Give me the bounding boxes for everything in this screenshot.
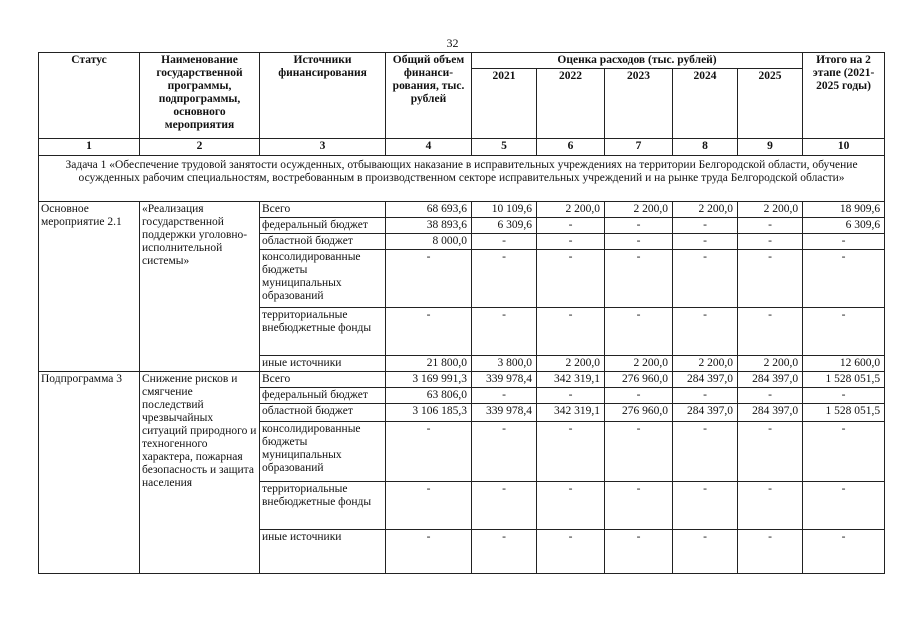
amount-cell: - <box>738 308 803 356</box>
amount-cell: - <box>386 308 472 356</box>
amount-cell: - <box>673 218 738 234</box>
amount-cell: 342 319,1 <box>537 372 605 388</box>
amount-cell: 284 397,0 <box>738 404 803 422</box>
amount-cell: 3 106 185,3 <box>386 404 472 422</box>
amount-cell: - <box>472 422 537 482</box>
amount-cell: - <box>605 530 673 574</box>
amount-cell: 68 693,6 <box>386 202 472 218</box>
amount-cell: - <box>472 530 537 574</box>
amount-cell: - <box>537 482 605 530</box>
amount-cell: 3 169 991,3 <box>386 372 472 388</box>
block-name: «Реализация государственной поддержки уголовно-исполнительной системы» <box>140 202 260 372</box>
amount-cell: - <box>673 308 738 356</box>
amount-cell: - <box>803 530 885 574</box>
amount-cell: 339 978,4 <box>472 372 537 388</box>
amount-cell: - <box>673 482 738 530</box>
amount-cell: - <box>803 422 885 482</box>
funding-source: территориальные внебюджетные фонды <box>260 308 386 356</box>
amount-cell: - <box>386 422 472 482</box>
funding-source: федеральный бюджет <box>260 218 386 234</box>
funding-source: иные источники <box>260 356 386 372</box>
amount-cell: - <box>673 422 738 482</box>
header-total: Общий объем финанси-рования, тыс. рублей <box>386 53 472 139</box>
amount-cell: 339 978,4 <box>472 404 537 422</box>
amount-cell: - <box>605 308 673 356</box>
amount-cell: - <box>738 388 803 404</box>
amount-cell: 2 200,0 <box>537 202 605 218</box>
amount-cell: - <box>537 250 605 308</box>
amount-cell: 1 528 051,5 <box>803 372 885 388</box>
amount-cell: 2 200,0 <box>673 202 738 218</box>
amount-cell: 2 200,0 <box>738 356 803 372</box>
amount-cell: 6 309,6 <box>472 218 537 234</box>
amount-cell: - <box>605 234 673 250</box>
funding-source: консолидированные бюджеты муниципальных образований <box>260 422 386 482</box>
header-year: 2022 <box>537 69 605 139</box>
amount-cell: 63 806,0 <box>386 388 472 404</box>
amount-cell: - <box>673 234 738 250</box>
header-name: Наименование государственной программы, подпрограммы, основного мероприятия <box>140 53 260 139</box>
amount-cell: - <box>673 388 738 404</box>
column-number: 4 <box>386 139 472 156</box>
amount-cell: - <box>537 530 605 574</box>
amount-cell: - <box>738 250 803 308</box>
column-number: 2 <box>140 139 260 156</box>
header-year: 2023 <box>605 69 673 139</box>
amount-cell: 3 800,0 <box>472 356 537 372</box>
amount-cell: 2 200,0 <box>537 356 605 372</box>
funding-source: консолидированные бюджеты муниципальных образований <box>260 250 386 308</box>
funding-source: Всего <box>260 202 386 218</box>
amount-cell: - <box>386 250 472 308</box>
header-year: 2024 <box>673 69 738 139</box>
amount-cell: 8 000,0 <box>386 234 472 250</box>
amount-cell: 21 800,0 <box>386 356 472 372</box>
amount-cell: 284 397,0 <box>673 404 738 422</box>
block-status: Подпрограмма 3 <box>39 372 140 574</box>
block-status: Основное мероприятие 2.1 <box>39 202 140 372</box>
header-stage-total: Итого на 2 этапе (2021-2025 годы) <box>803 53 885 139</box>
funding-source: федеральный бюджет <box>260 388 386 404</box>
amount-cell: 38 893,6 <box>386 218 472 234</box>
amount-cell: - <box>472 388 537 404</box>
column-number: 3 <box>260 139 386 156</box>
amount-cell: - <box>605 388 673 404</box>
amount-cell: - <box>605 422 673 482</box>
header-year: 2021 <box>472 69 537 139</box>
amount-cell: - <box>803 482 885 530</box>
amount-cell: 284 397,0 <box>673 372 738 388</box>
column-number: 5 <box>472 139 537 156</box>
amount-cell: - <box>673 250 738 308</box>
amount-cell: - <box>537 234 605 250</box>
header-year: 2025 <box>738 69 803 139</box>
amount-cell: - <box>803 308 885 356</box>
table-row <box>39 202 885 218</box>
amount-cell: 2 200,0 <box>673 356 738 372</box>
amount-cell: - <box>673 530 738 574</box>
amount-cell: - <box>472 308 537 356</box>
amount-cell: - <box>537 218 605 234</box>
column-number: 8 <box>673 139 738 156</box>
amount-cell: - <box>386 530 472 574</box>
header-estimate: Оценка расходов (тыс. рублей) <box>472 53 803 69</box>
amount-cell: 2 200,0 <box>605 356 673 372</box>
amount-cell: 10 109,6 <box>472 202 537 218</box>
amount-cell: - <box>738 218 803 234</box>
amount-cell: - <box>472 482 537 530</box>
program-blocks <box>39 202 885 574</box>
amount-cell: - <box>803 388 885 404</box>
funding-source: территориальные внебюджетные фонды <box>260 482 386 530</box>
column-number: 9 <box>738 139 803 156</box>
amount-cell: - <box>537 422 605 482</box>
amount-cell: - <box>738 234 803 250</box>
column-number-row <box>39 139 885 156</box>
header-sources: Источники финансирования <box>260 53 386 139</box>
amount-cell: - <box>472 250 537 308</box>
page-number: 32 <box>446 36 459 50</box>
amount-cell: 284 397,0 <box>738 372 803 388</box>
task-description: Задача 1 «Обеспечение трудовой занятости осужденных, отбывающих наказание в исправительных учреждениях на территории Белгородской области, обучение осужденных рабочим специальностям, востребованным в производственном секторе исправительных учреждений и на рынке труда Белгородской области» <box>39 156 885 202</box>
amount-cell: 2 200,0 <box>738 202 803 218</box>
amount-cell: - <box>803 250 885 308</box>
column-number: 7 <box>605 139 673 156</box>
amount-cell: - <box>386 482 472 530</box>
funding-source: иные источники <box>260 530 386 574</box>
amount-cell: 6 309,6 <box>803 218 885 234</box>
funding-source: областной бюджет <box>260 404 386 422</box>
amount-cell: - <box>605 482 673 530</box>
amount-cell: - <box>803 234 885 250</box>
block-name: Снижение рисков и смягчение последствий чрезвычайных ситуаций природного и техногенного характера, пожарная безопасность и защита населения <box>140 372 260 574</box>
funding-source: областной бюджет <box>260 234 386 250</box>
amount-cell: - <box>605 250 673 308</box>
amount-cell: - <box>738 422 803 482</box>
amount-cell: 18 909,6 <box>803 202 885 218</box>
column-number: 1 <box>39 139 140 156</box>
header-status: Статус <box>39 53 140 139</box>
amount-cell: 276 960,0 <box>605 404 673 422</box>
amount-cell: 2 200,0 <box>605 202 673 218</box>
amount-cell: 1 528 051,5 <box>803 404 885 422</box>
column-number: 6 <box>537 139 605 156</box>
funding-source: Всего <box>260 372 386 388</box>
amount-cell: - <box>605 218 673 234</box>
amount-cell: - <box>537 308 605 356</box>
amount-cell: 276 960,0 <box>605 372 673 388</box>
financing-table <box>38 52 885 574</box>
amount-cell: 12 600,0 <box>803 356 885 372</box>
amount-cell: 342 319,1 <box>537 404 605 422</box>
amount-cell: - <box>738 482 803 530</box>
table-row <box>39 372 885 388</box>
amount-cell: - <box>738 530 803 574</box>
amount-cell: - <box>537 388 605 404</box>
column-number: 10 <box>803 139 885 156</box>
amount-cell: - <box>472 234 537 250</box>
